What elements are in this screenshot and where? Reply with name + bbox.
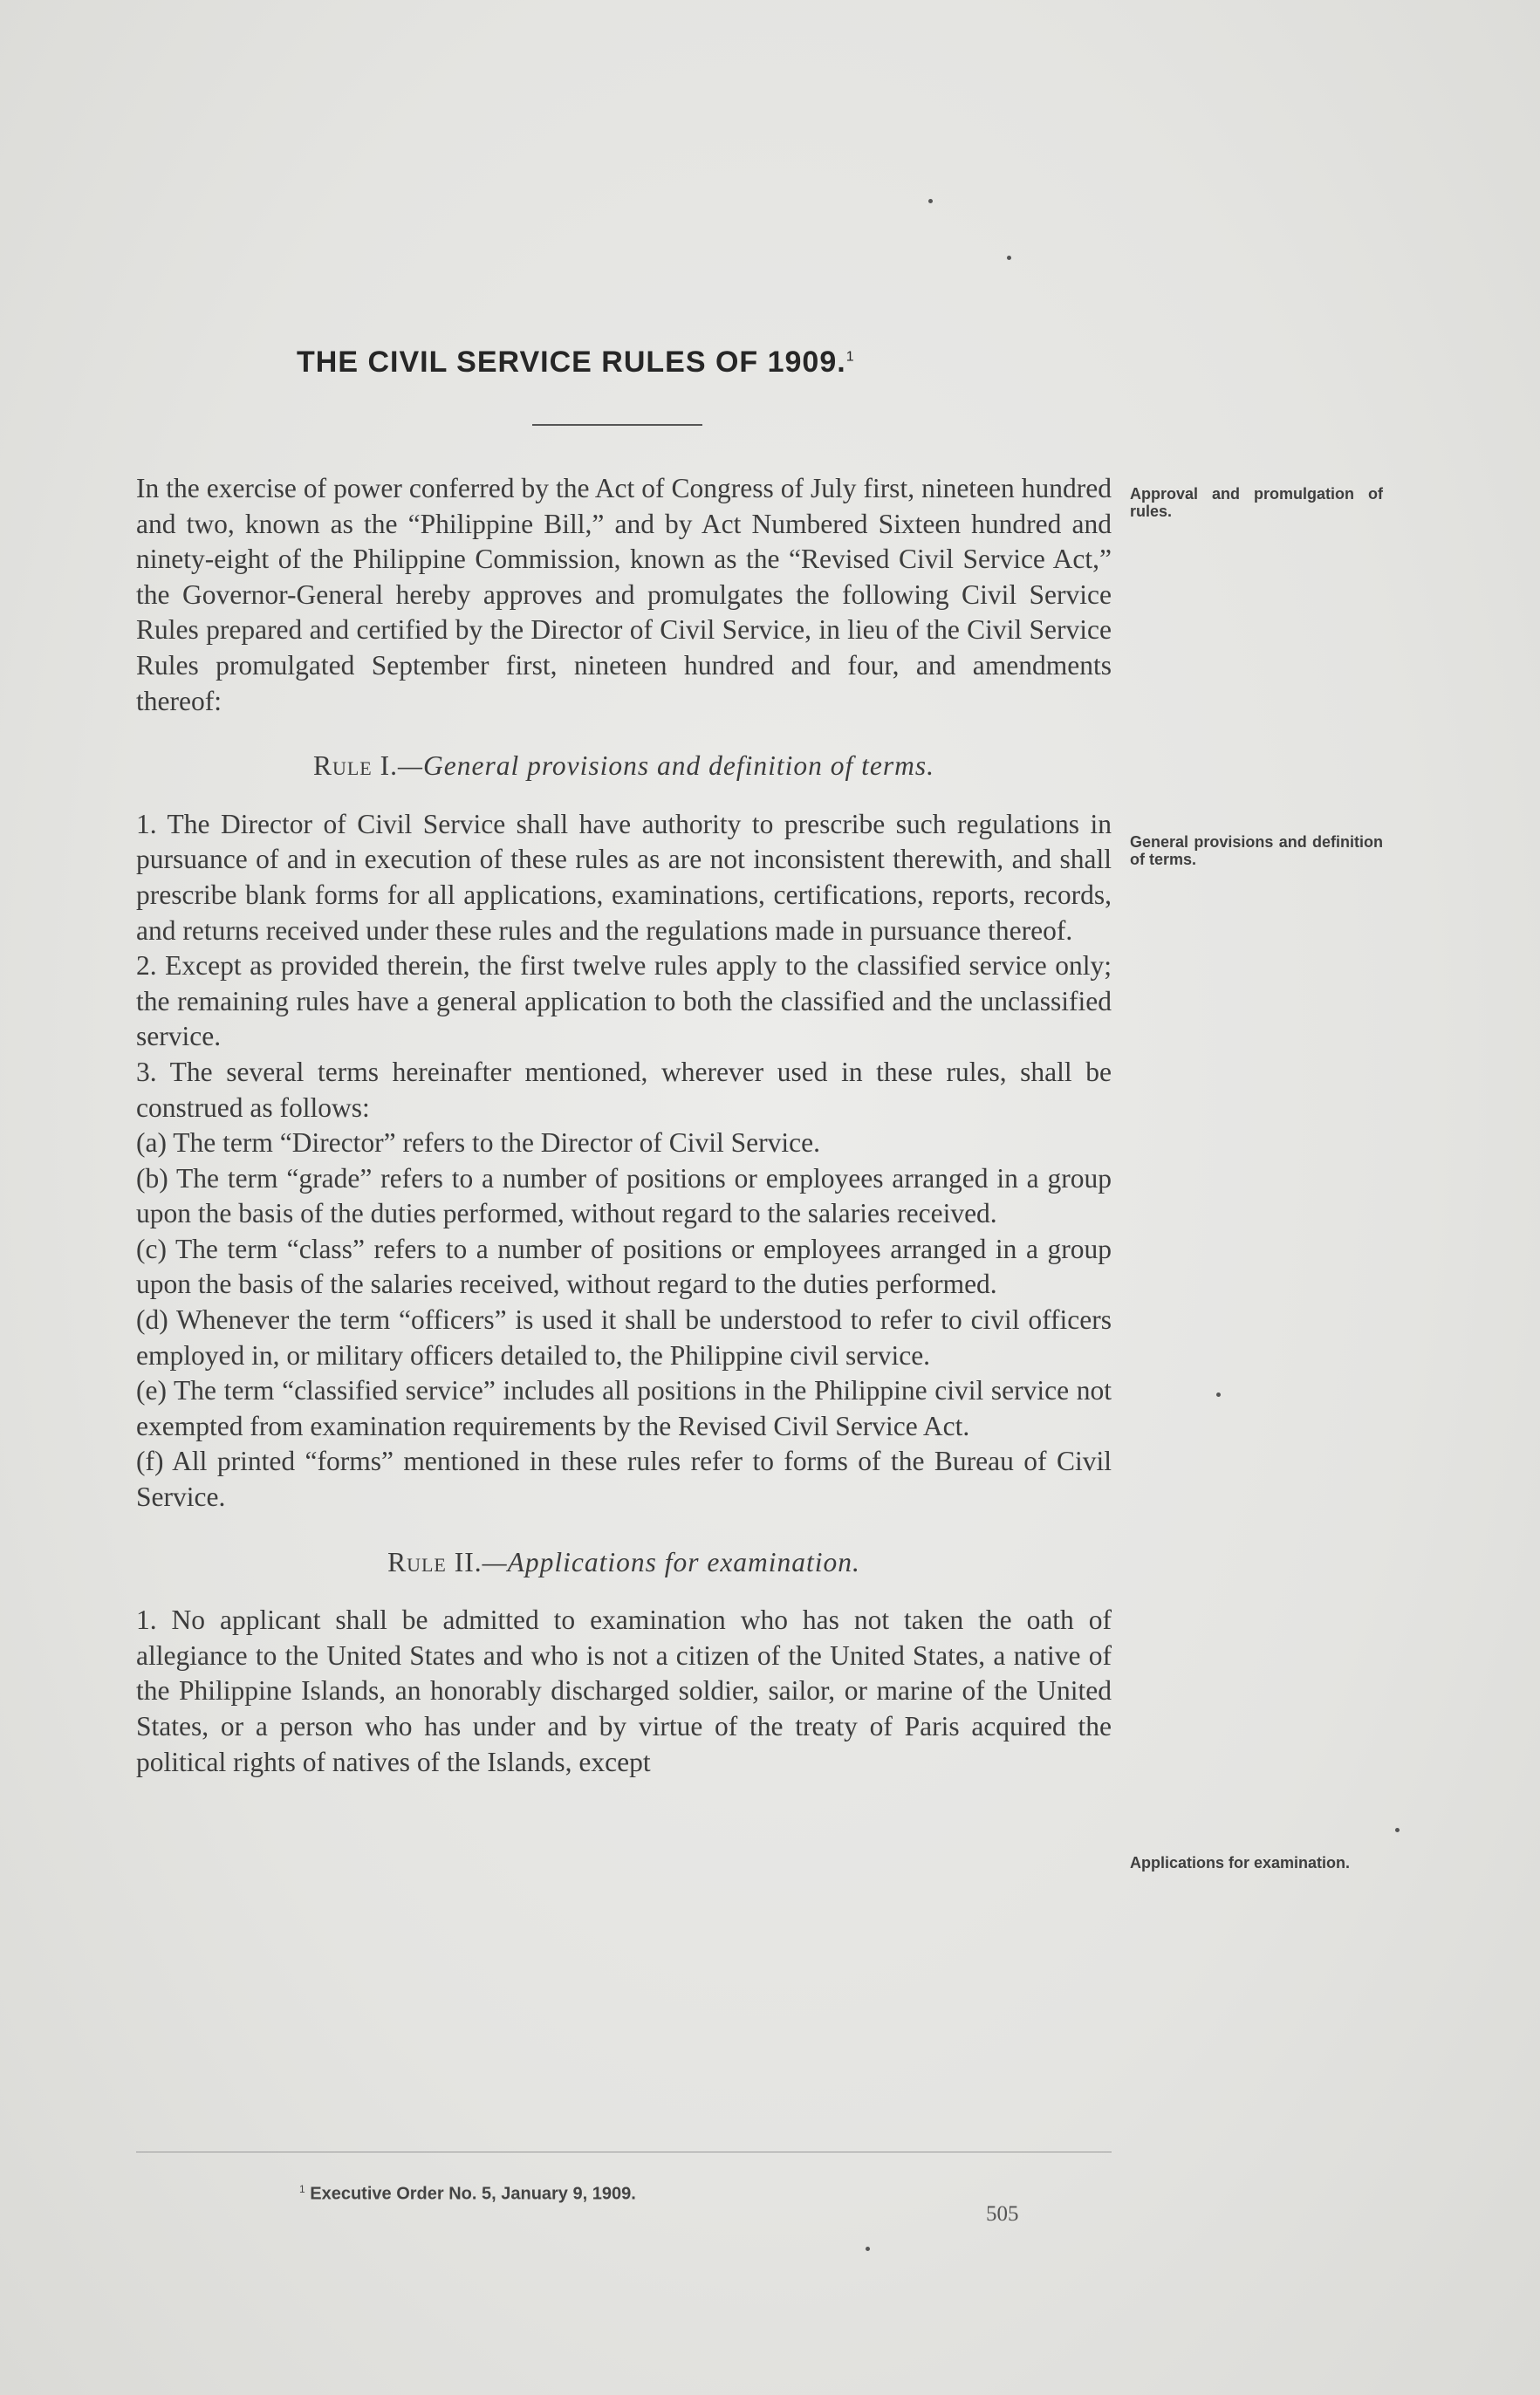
page-title [297, 346, 925, 380]
margin-note-applications: Applications for examination. [1130, 1854, 1351, 1872]
footnote [299, 2183, 927, 2205]
margin-note-approval: Approval and promulgation of rules. [1130, 485, 1383, 520]
title-text: THE CIVIL SERVICE RULES OF 1909. [297, 346, 846, 379]
footnote-mark: 1 [299, 2183, 305, 2195]
rule-1-title: —General provisions and definition of terms. [397, 750, 935, 782]
rule-1-heading [136, 749, 1112, 784]
rule-2-title: —Applications for examination. [482, 1546, 860, 1577]
rule-1-paragraph: (d) Whenever the term “officers” is used it shall be understood to refer to civil officers employed in, or military officers detailed to, the Philippine civil service. [136, 1304, 1112, 1371]
rule-1-label: Rule I. [312, 750, 398, 782]
scan-speck [1007, 256, 1011, 260]
rule-1-paragraph: 3. The several terms hereinafter mentioned, wherever used in these rules, shall be construed as follows: [136, 1056, 1112, 1123]
footnote-text: Executive Order No. 5, January 9, 1909. [310, 2184, 636, 2204]
rule-1-paragraph: (f) All printed “forms” mentioned in these rules refer to forms of the Bureau of Civil Service. [136, 1446, 1112, 1513]
scan-speck [1395, 1828, 1400, 1832]
rule-1-paragraph: (c) The term “class” refers to a number of positions or employees arranged in a group upon the basis of the salaries received, without regard to the duties performed. [136, 1233, 1112, 1300]
scan-speck [928, 199, 933, 203]
rule-1-paragraph: (e) The term “classified service” includes all positions in the Philippine civil service not exempted from examination requirements by the Revised Civil Service Act. [136, 1375, 1112, 1441]
page-number: 505 [986, 2202, 1019, 2226]
margin-note-general-provisions: General provisions and definition of terms. [1130, 833, 1383, 868]
title-footnote-mark: 1 [845, 349, 855, 365]
title-divider [532, 424, 702, 426]
rule-1-paragraph: 2. Except as provided therein, the first twelve rules apply to the classified service only; the remaining rules have a general application to both the classified and the unclassified service. [136, 950, 1112, 1052]
rule-1-paragraph: (b) The term “grade” refers to a number of positions or employees arranged in a group upon the basis of the duties performed, without regard to the salaries received. [136, 1162, 1112, 1229]
rule-2-paragraph: 1. No applicant shall be admitted to examination who has not taken the oath of allegiance to the United States and who is not a citizen of the United States, a native of the Philippine Islands, an honorably discharged soldier, sailor, or marine of the United States, or a person who has under and by virtue of the treaty of Paris acquired the political rights of natives of the Islands, except [136, 1605, 1112, 1777]
rule-2-heading [136, 1545, 1112, 1581]
intro-paragraph: In the exercise of power conferred by the Act of Congress of July first, nineteen hundred and two, known as the “Philippine Bill,” and by Act Numbered Sixteen hundred and ninety-eight of the Philippine Commission, known as the “Revised Civil Service Act,” the Governor-General hereby approves and promulgates the following Civil Service Rules prepared and certified by the Director of Civil Service, in lieu of the Civil Service Rules promulgated September first, nineteen hundred and four, and amendments thereof: [136, 473, 1112, 716]
document-body [136, 471, 1112, 1780]
scan-speck [1216, 1393, 1221, 1397]
rule-1-paragraph: (a) The term “Director” refers to the Director of Civil Service. [136, 1127, 820, 1159]
rule-2-label: Rule II. [387, 1546, 483, 1577]
scan-speck [866, 2247, 870, 2251]
rule-1-paragraph: 1. The Director of Civil Service shall have authority to prescribe such regulations in pursuance of and in execution of these rules as are not inconsistent therewith, and shall prescribe blank forms for all applications, examinations, certifications, reports, records, and returns received under these rules and the regulations made in pursuance thereof. [136, 808, 1112, 946]
